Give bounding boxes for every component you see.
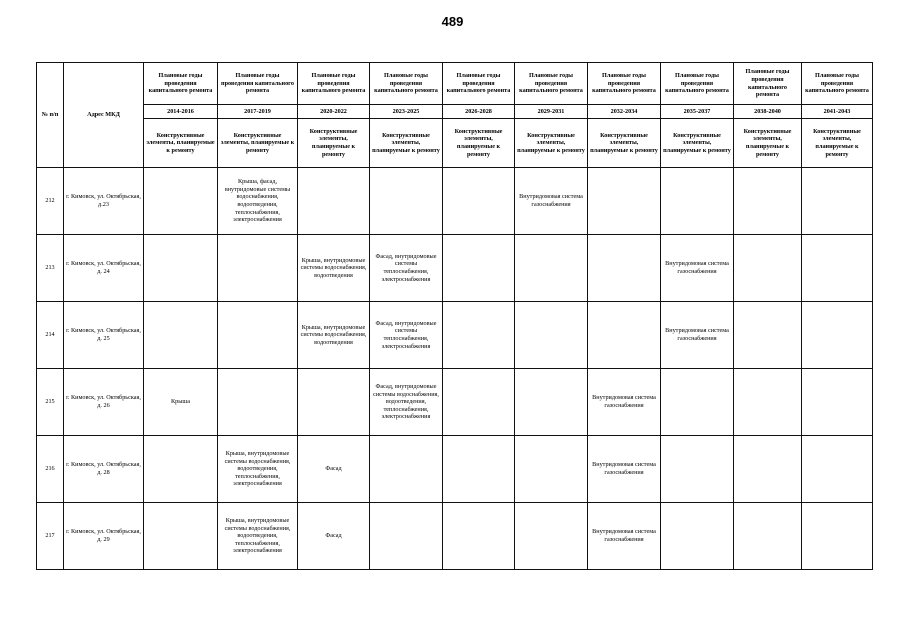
repair-cell [515,235,588,302]
years-header: Плановые годы проведения капитального ремонта [515,63,588,105]
repair-cell [802,436,873,503]
repair-cell: Внутридомовая система газоснабжения [661,302,734,369]
repair-cell [802,503,873,570]
elements-header: Конструктивные элементы, планируемые к ремонту [588,119,661,168]
repair-cell: Внутридомовая система газоснабжения [588,369,661,436]
repair-cell: Внутридомовая система газоснабжения [588,436,661,503]
repair-cell [443,302,515,369]
repair-cell: Крыша, внутридомовые системы водоснабжения, водоотведения [298,302,370,369]
period-header: 2035-2037 [661,105,734,119]
repair-cell: Крыша [144,369,218,436]
table-row [37,302,873,369]
period-header: 2038-2040 [734,105,802,119]
repair-cell [802,235,873,302]
years-header: Плановые годы проведения капитального ремонта [802,63,873,105]
repair-cell [370,168,443,235]
years-header: Плановые годы проведения капитального ремонта [370,63,443,105]
period-header: 2032-2034 [588,105,661,119]
period-header: 2023-2025 [370,105,443,119]
table-row [37,503,873,570]
elements-header: Конструктивные элементы, планируемые к ремонту [734,119,802,168]
period-header: 2014-2016 [144,105,218,119]
repair-cell [588,168,661,235]
elements-header: Конструктивные элементы, планируемые к ремонту [515,119,588,168]
num-column-header: № п/п [37,63,64,168]
repair-cell [370,436,443,503]
repair-cell [144,168,218,235]
repair-cell [734,503,802,570]
repair-cell: Крыша, внутридомовые системы водоснабжения, водоотведения, теплоснабжения, электроснабжения [218,503,298,570]
row-address: г. Кимовск, ул. Октябрьская, д. 28 [64,436,144,503]
repair-cell [298,369,370,436]
address-column-header: Адрес МКД [64,63,144,168]
repair-cell: Фасад [298,503,370,570]
repair-cell [661,503,734,570]
period-header: 2026-2028 [443,105,515,119]
row-address: г. Кимовск, ул. Октябрьская, д. 25 [64,302,144,369]
repair-cell: Крыша, внутридомовые системы водоснабжения, водоотведения, теплоснабжения, электроснабжения [218,436,298,503]
repair-cell [443,168,515,235]
elements-header: Конструктивные элементы, планируемые к ремонту [218,119,298,168]
repair-cell: Внутридомовая система газоснабжения [515,168,588,235]
repair-cell [370,503,443,570]
row-number: 212 [37,168,64,235]
row-number: 216 [37,436,64,503]
row-number: 214 [37,302,64,369]
years-header: Плановые годы проведения капитального ремонта [661,63,734,105]
repair-cell [588,235,661,302]
repair-cell: Крыша, фасад, внутридомовые системы водоснабжения, водоотведения, теплоснабжения, электроснабжения [218,168,298,235]
repair-cell [515,369,588,436]
repair-cell [515,503,588,570]
repair-cell [218,302,298,369]
period-header: 2041-2043 [802,105,873,119]
repair-cell [661,436,734,503]
elements-header: Конструктивные элементы, планируемые к ремонту [370,119,443,168]
repair-cell [515,436,588,503]
row-number: 215 [37,369,64,436]
repair-cell [802,302,873,369]
row-number: 217 [37,503,64,570]
repair-cell [443,235,515,302]
repair-cell [734,302,802,369]
repair-cell [734,235,802,302]
repair-cell: Внутридомовая система газоснабжения [661,235,734,302]
table-row [37,235,873,302]
elements-header: Конструктивные элементы, планируемые к ремонту [144,119,218,168]
repair-cell [802,168,873,235]
repair-cell: Фасад, внутридомовые системы водоснабжения, водоотведения, теплоснабжения, электроснабжения [370,369,443,436]
repair-cell [661,168,734,235]
row-address: г. Кимовск, ул. Октябрьская, д. 26 [64,369,144,436]
years-header: Плановые годы проведения капитального ремонта [144,63,218,105]
page-number: 489 [441,14,464,29]
repair-cell [144,302,218,369]
repair-cell [443,436,515,503]
repair-cell [144,436,218,503]
elements-header: Конструктивные элементы, планируемые к ремонту [802,119,873,168]
years-header: Плановые годы проведения капитального ремонта [298,63,370,105]
table-row [37,168,873,235]
header-row-years [37,63,873,105]
repair-cell [298,168,370,235]
repair-cell [734,369,802,436]
repair-cell: Крыша, внутридомовые системы водоснабжения, водоотведения [298,235,370,302]
row-address: г. Кимовск, ул. Октябрьская, д. 29 [64,503,144,570]
elements-header: Конструктивные элементы, планируемые к ремонту [443,119,515,168]
repair-cell: Внутридомовая система газоснабжения [588,503,661,570]
row-address: г. Кимовск, ул. Октябрьская, д.23 [64,168,144,235]
repair-cell [588,302,661,369]
table-row [37,436,873,503]
header-row-elements [37,119,873,168]
row-address: г. Кимовск, ул. Октябрьская, д. 24 [64,235,144,302]
repair-cell: Фасад, внутридомовые системы теплоснабжения, электроснабжения [370,235,443,302]
repair-cell [734,436,802,503]
repair-cell [443,369,515,436]
row-number: 213 [37,235,64,302]
years-header: Плановые годы проведения капитального ремонта [734,63,802,105]
elements-header: Конструктивные элементы, планируемые к ремонту [298,119,370,168]
repair-cell [515,302,588,369]
repair-cell [144,503,218,570]
repair-cell: Фасад [298,436,370,503]
period-header: 2017-2019 [218,105,298,119]
repair-cell [218,369,298,436]
header-row-periods [37,105,873,119]
repair-cell [443,503,515,570]
period-header: 2020-2022 [298,105,370,119]
repair-cell [734,168,802,235]
capital-repair-table [36,62,873,570]
repair-cell [218,235,298,302]
repair-cell [802,369,873,436]
repair-cell [661,369,734,436]
elements-header: Конструктивные элементы, планируемые к ремонту [661,119,734,168]
table-row [37,369,873,436]
repair-cell: Фасад, внутридомовые системы теплоснабжения, электроснабжения [370,302,443,369]
years-header: Плановые годы проведения капитального ремонта [443,63,515,105]
years-header: Плановые годы проведения капитального ремонта [588,63,661,105]
repair-cell [144,235,218,302]
period-header: 2029-2031 [515,105,588,119]
years-header: Плановые годы проведения капитального ремонта [218,63,298,105]
